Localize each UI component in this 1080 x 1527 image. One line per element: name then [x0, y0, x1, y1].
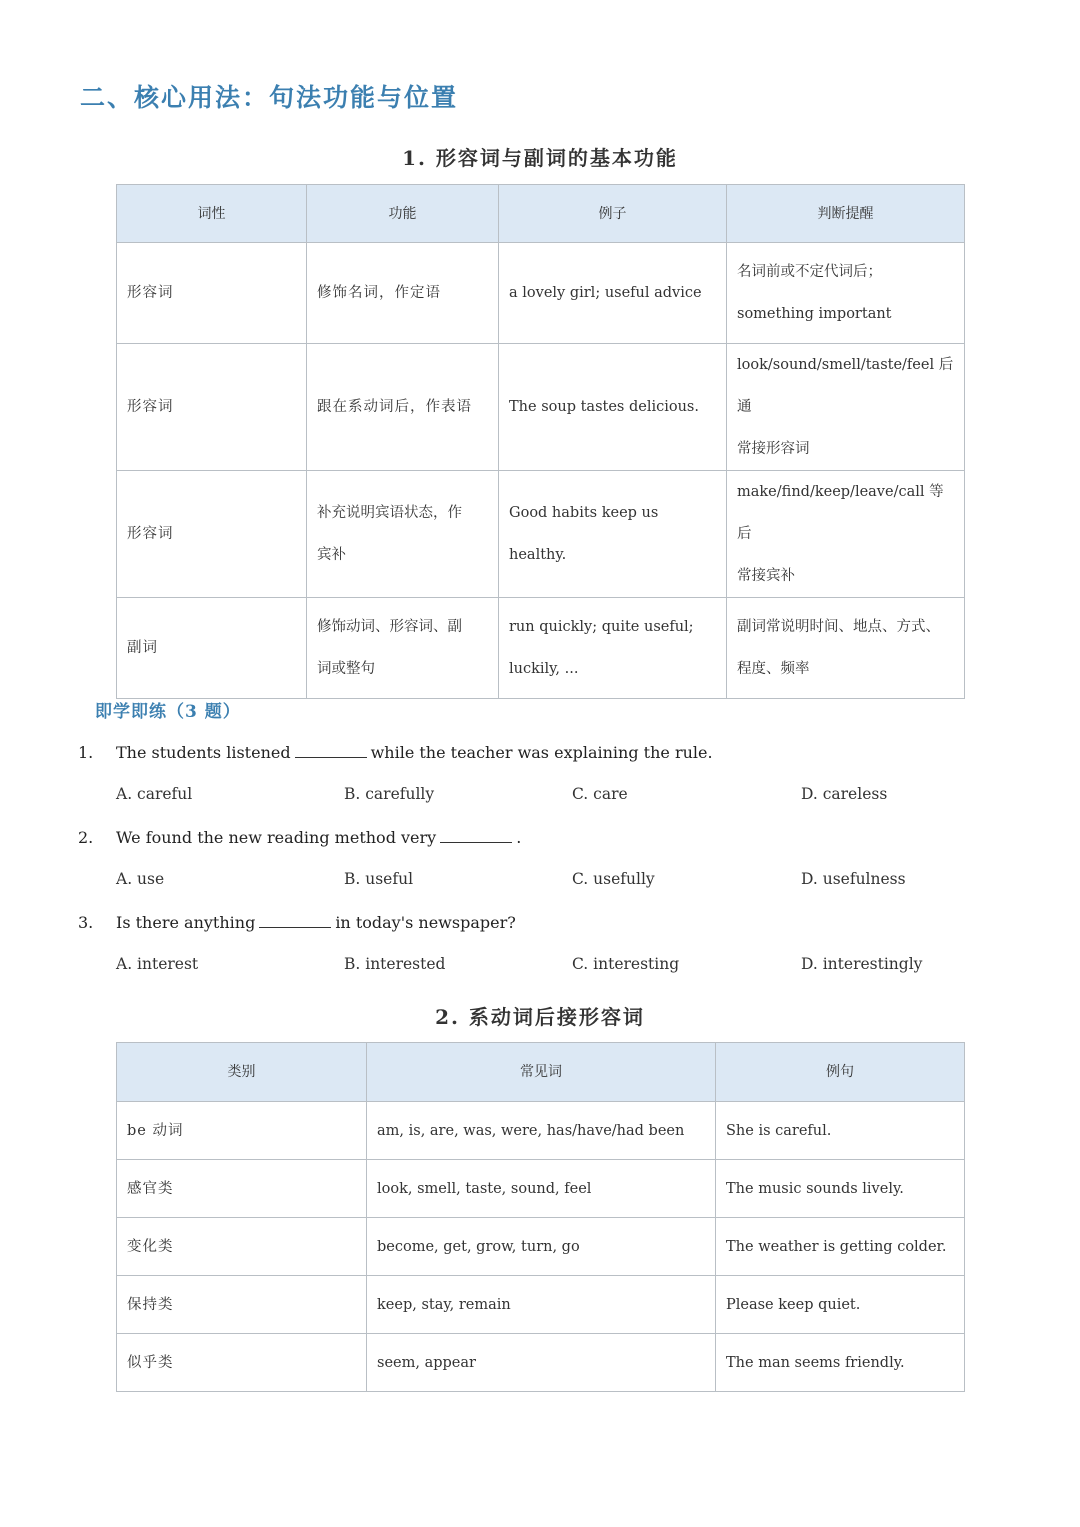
answer-blank[interactable]	[295, 743, 367, 758]
cell-line: 程度、频率	[737, 661, 810, 677]
option-b[interactable]: B. interested	[344, 955, 446, 973]
table-cell: 跟在系动词后，作表语	[307, 344, 499, 471]
table-cell: Please keep quiet.	[716, 1276, 965, 1334]
table-cell: 副词	[117, 598, 307, 699]
question-text-before: We found the new reading method very	[116, 828, 437, 847]
table-row	[117, 1276, 965, 1334]
table-cell: become, get, grow, turn, go	[367, 1218, 716, 1276]
cell-line: 补充说明宾语状态，作	[317, 505, 462, 521]
table-cell: The music sounds lively.	[716, 1160, 965, 1218]
table-cell	[727, 471, 965, 598]
table-cell: keep, stay, remain	[367, 1276, 716, 1334]
option-d[interactable]: D. careless	[801, 785, 888, 803]
table-linking-verbs	[116, 1042, 965, 1392]
question-number: 2.	[78, 828, 94, 847]
question-number: 1.	[78, 743, 94, 762]
option-a[interactable]: A. interest	[116, 955, 199, 973]
table1-header: 功能	[307, 185, 499, 243]
table-cell: Good habits keep us healthy.	[499, 471, 727, 598]
cell-line: 常接宾补	[737, 568, 795, 584]
table-cell: 感官类	[117, 1160, 367, 1218]
table-cell: am, is, are, was, were, has/have/had been	[367, 1102, 716, 1160]
practice-title: 即学即练（3 题）	[95, 702, 241, 722]
table2-header-row	[117, 1043, 965, 1102]
table1-header: 例子	[499, 185, 727, 243]
cell-line: 修饰动词、形容词、副	[317, 619, 462, 635]
table1-header: 判断提醒	[727, 185, 965, 243]
question-text-before: Is there anything	[116, 913, 256, 932]
table-cell: The weather is getting colder.	[716, 1218, 965, 1276]
table-cell	[307, 471, 499, 598]
table-cell	[727, 598, 965, 699]
cell-line: 词或整句	[317, 661, 375, 677]
table2-header: 常见词	[367, 1043, 716, 1102]
table-cell: 保持类	[117, 1276, 367, 1334]
cell-line: 副词常说明时间、地点、方式、	[737, 619, 940, 635]
section-title: 二、核心用法：句法功能与位置	[80, 83, 459, 112]
table-row	[117, 1160, 965, 1218]
option-a[interactable]: A. careful	[116, 785, 193, 803]
table-cell	[727, 344, 965, 471]
cell-line: luckily, ...	[509, 661, 579, 677]
table-cell	[499, 598, 727, 699]
table-cell: seem, appear	[367, 1334, 716, 1392]
question-text-after: .	[516, 828, 522, 847]
table-cell: be 动词	[117, 1102, 367, 1160]
table-cell: a lovely girl; useful advice	[499, 243, 727, 344]
table-cell: look, smell, taste, sound, feel	[367, 1160, 716, 1218]
table-row	[117, 1334, 965, 1392]
table-row	[117, 1102, 965, 1160]
table2-header: 类别	[117, 1043, 367, 1102]
question-text-after: while the teacher was explaining the rule.	[370, 743, 713, 762]
table-cell: 修饰名词，作定语	[307, 243, 499, 344]
option-d[interactable]: D. interestingly	[801, 955, 923, 973]
option-d[interactable]: D. usefulness	[801, 870, 906, 888]
table-cell: The man seems friendly.	[716, 1334, 965, 1392]
table-cell	[307, 598, 499, 699]
table1-header: 词性	[117, 185, 307, 243]
table1-title: 1. 形容词与副词的基本功能	[402, 146, 678, 170]
question-number: 3.	[78, 913, 94, 932]
table-row	[117, 1218, 965, 1276]
answer-blank[interactable]	[259, 913, 331, 928]
table-cell: 形容词	[117, 344, 307, 471]
table-cell: 形容词	[117, 471, 307, 598]
table1-header-row	[117, 185, 965, 243]
table-row	[117, 471, 965, 598]
table-row	[117, 243, 965, 344]
cell-line: 宾补	[317, 547, 346, 563]
table-cell	[727, 243, 965, 344]
table2-title: 2. 系动词后接形容词	[435, 1005, 645, 1029]
option-c[interactable]: C. care	[572, 785, 628, 803]
answer-blank[interactable]	[440, 828, 512, 843]
option-b[interactable]: B. carefully	[344, 785, 435, 803]
option-b[interactable]: B. useful	[344, 870, 414, 888]
table-cell: 似乎类	[117, 1334, 367, 1392]
cell-line: look/sound/smell/taste/feel 后通	[737, 357, 954, 415]
table-cell: 变化类	[117, 1218, 367, 1276]
table-cell: The soup tastes delicious.	[499, 344, 727, 471]
table-cell: She is careful.	[716, 1102, 965, 1160]
cell-line: 名词前或不定代词后；	[737, 264, 882, 280]
table-basic-functions	[116, 184, 965, 699]
table-cell: 形容词	[117, 243, 307, 344]
cell-line: run quickly; quite useful;	[509, 619, 694, 635]
table2-header: 例句	[716, 1043, 965, 1102]
option-a[interactable]: A. use	[116, 870, 165, 888]
question-text-before: The students listened	[116, 743, 291, 762]
table-row	[117, 598, 965, 699]
option-c[interactable]: C. interesting	[572, 955, 680, 973]
question-2	[78, 828, 521, 847]
cell-line: something important	[737, 306, 892, 322]
cell-line: 常接形容词	[737, 441, 810, 457]
cell-line: make/find/keep/leave/call 等后	[737, 484, 944, 542]
question-3	[78, 913, 516, 932]
table-row	[117, 344, 965, 471]
question-text-after: in today's newspaper?	[335, 913, 516, 932]
question-1	[78, 743, 713, 762]
option-c[interactable]: C. usefully	[572, 870, 655, 888]
